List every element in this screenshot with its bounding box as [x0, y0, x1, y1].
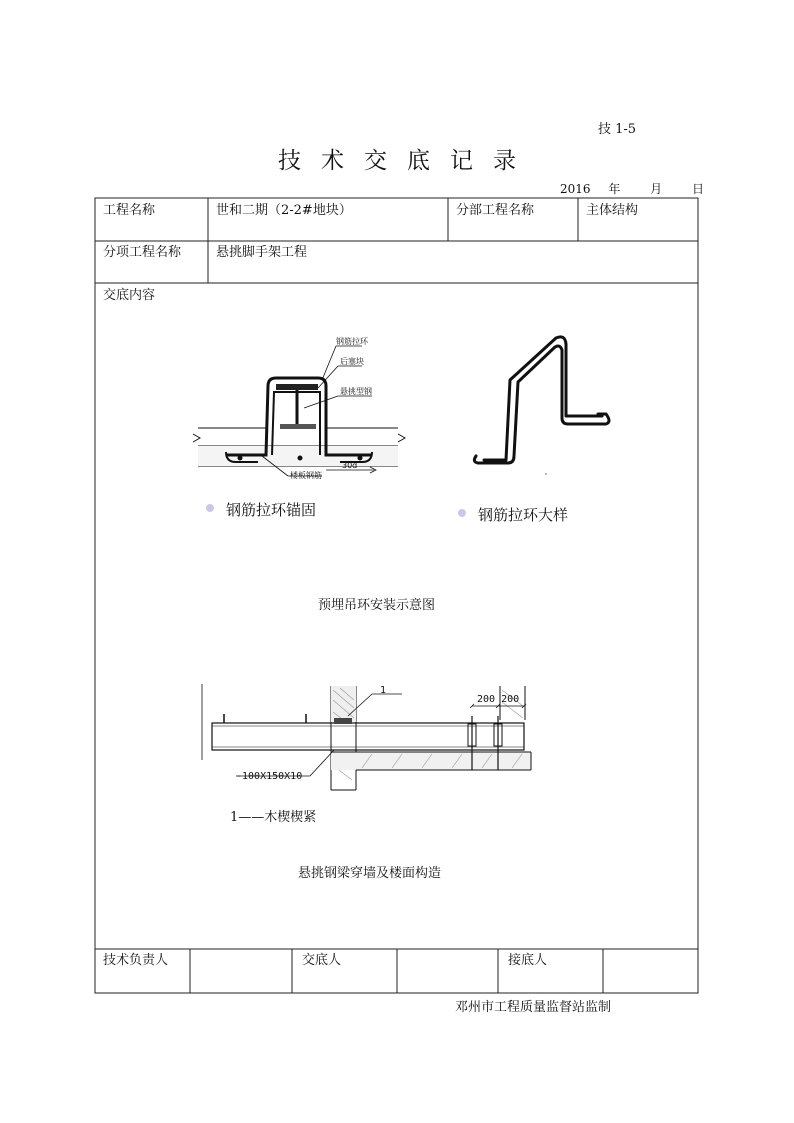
division-label: 分部工程名称 [456, 203, 535, 218]
ring-detail-drawing [474, 337, 609, 463]
project-name-label: 工程名称 [103, 203, 156, 218]
project-name-value: 世和二期（2-2#地块） [216, 203, 352, 218]
label-back-block: 后塞块 [340, 357, 364, 366]
callout-number: 1 [380, 685, 387, 696]
bullet-marker [206, 504, 214, 512]
label-30d: 30d [342, 461, 358, 470]
legend-wood-wedge: 1——木楔楔紧 [230, 810, 317, 825]
subitem-value: 悬挑脚手架工程 [216, 245, 308, 260]
division-value: 主体结构 [586, 203, 639, 218]
caption-beam-through-wall: 悬挑钢梁穿墙及楼面构造 [298, 866, 442, 881]
caption-anchor: 钢筋拉环锚固 [226, 501, 317, 519]
label-slab-rebar: 楼板钢筋 [290, 471, 322, 480]
page-title: 技术交底记录 [278, 148, 536, 174]
date-line: 2016 年 月 日 [560, 182, 704, 196]
label-rebar-ring: 钢筋拉环 [336, 337, 368, 346]
handover-label: 交底人 [302, 953, 342, 968]
footer-issuer: 邓州市工程质量监督站监制 [455, 1000, 612, 1015]
content-label: 交底内容 [103, 288, 156, 303]
tech-lead-label: 技术负责人 [103, 953, 169, 968]
dimension-label: 200 200 [477, 694, 520, 705]
caption-embedded-ring: 预埋吊环安装示意图 [318, 598, 436, 613]
caption-ring-detail: 钢筋拉环大样 [478, 506, 569, 524]
receiver-label: 接底人 [508, 953, 548, 968]
document-number: 技 1-5 [598, 122, 637, 137]
plate-label: -100X150X10 [236, 771, 303, 782]
bullet-marker [458, 509, 466, 517]
anchor-ring-drawing [193, 346, 405, 476]
label-cantilever-steel: 悬挑型钢 [340, 387, 372, 396]
subitem-label: 分项工程名称 [103, 245, 182, 260]
